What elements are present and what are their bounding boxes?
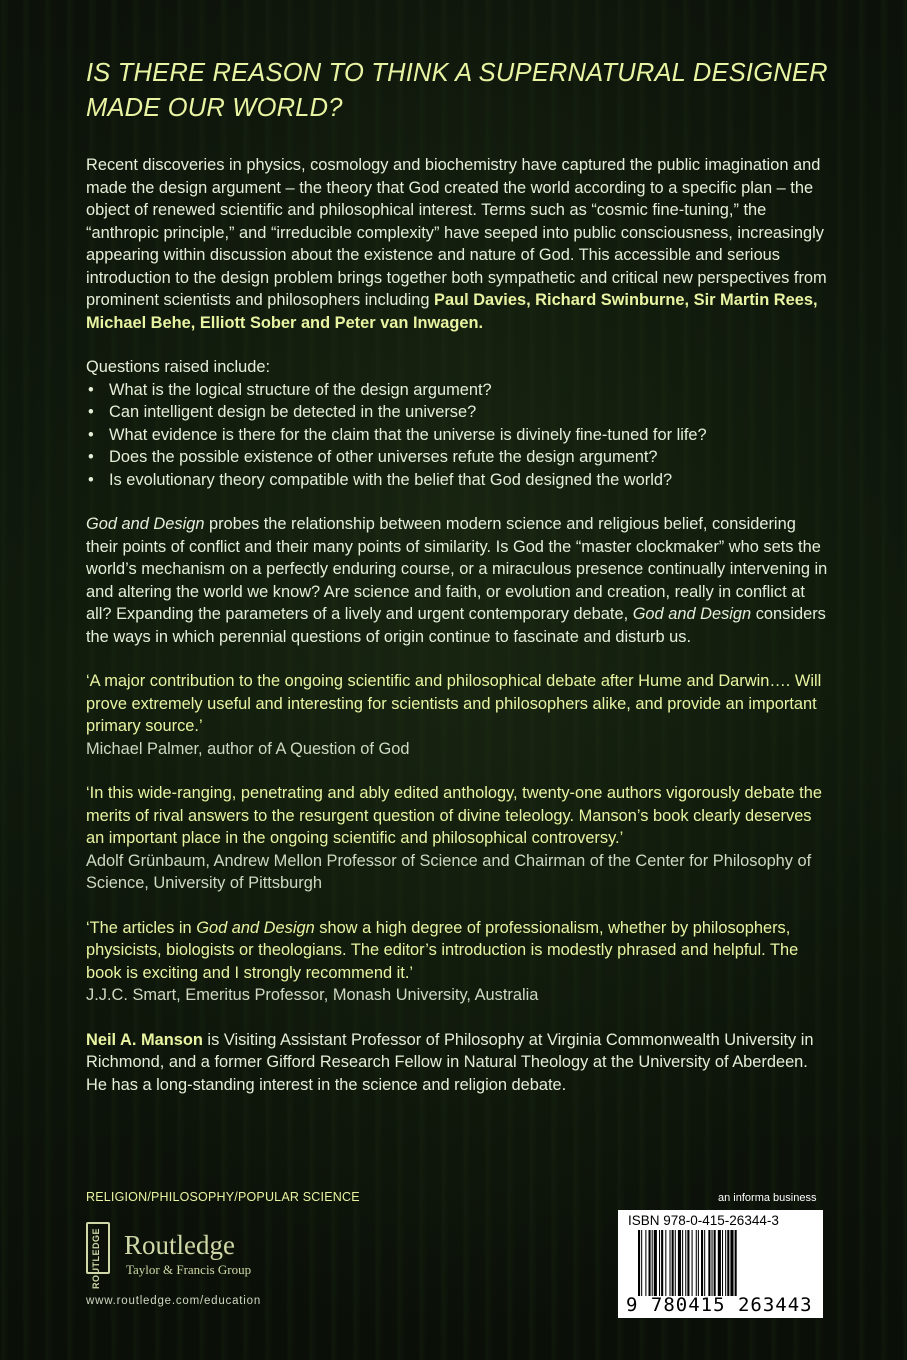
review-attribution: Adolf Grünbaum, Andrew Mellon Professor of Science and Chairman of the Center for Philosophy of Science, University of Pittsburgh	[86, 851, 812, 892]
barcode-bar	[672, 1230, 674, 1296]
barcode-bar	[712, 1230, 713, 1296]
publisher-logo	[86, 1222, 286, 1290]
list-item: • Is evolutionary theory compatible with the belief that God designed the world?	[86, 469, 831, 492]
review-quote: ‘A major contribution to the ongoing scientific and philosophical debate after Hume and Darwin…. Will prove extremely useful and interesting for scientists and philosophers alike, and provide an important primary source.’	[86, 672, 822, 735]
barcode-bar	[727, 1230, 729, 1296]
contributors: Paul Davies, Richard Swinburne, Sir Martin Rees, Michael Behe, Elliott Sober and Peter van Inwagen.	[86, 291, 818, 332]
barcode-bar	[649, 1230, 651, 1296]
review-quote-text: show a high degree of professionalism, whether by philosophers, physicists, biologists or theologians. The editor’s introduction is modestly phrased and helpful. The book is exciting and I strongly recommend it.’	[86, 918, 799, 982]
barcode-bar	[638, 1230, 640, 1296]
review-attribution: Michael Palmer, author of A Question of God	[86, 739, 410, 758]
author-name: Neil A. Manson	[86, 1030, 203, 1049]
routledge-logo-icon	[86, 1222, 110, 1290]
publisher-url: www.routledge.com/education	[86, 1295, 262, 1307]
barcode-bar	[641, 1230, 642, 1296]
barcode-bar	[682, 1230, 683, 1296]
barcode-bar	[704, 1230, 705, 1296]
barcode-bar	[652, 1230, 653, 1296]
barcode-bar	[722, 1230, 723, 1296]
review-quote: ‘In this wide-ranging, penetrating and ably edited anthology, twenty-one authors vigorously debate the merits of rival answers to the resurgent question of divine teleology. Manson’s book clearly deserves an important place in the ongoing scientific and philosophical controversy.’	[86, 784, 822, 847]
subject-category: RELIGION/PHILOSOPHY/POPULAR SCIENCE	[86, 1190, 360, 1204]
barcode-bar	[696, 1230, 697, 1296]
barcode-bar	[718, 1230, 721, 1296]
barcode-bar	[685, 1230, 686, 1296]
barcode-bar	[645, 1230, 646, 1296]
review-attribution: J.J.C. Smart, Emeritus Professor, Monash University, Australia	[86, 986, 539, 1004]
barcode-bar	[661, 1230, 663, 1296]
informa-tagline: an informa business	[718, 1192, 817, 1204]
list-item: • Can intelligent design be detected in the universe?	[86, 401, 831, 424]
barcode	[618, 1210, 823, 1318]
book-title: God and Design	[196, 918, 315, 937]
logo-mark-text: ROUTLEDGE	[91, 1228, 101, 1290]
barcode-bar	[692, 1230, 693, 1296]
back-cover-content	[86, 56, 831, 1096]
barcode-bar	[670, 1230, 671, 1296]
barcode-bar	[735, 1230, 737, 1296]
barcode-bars-icon	[638, 1230, 808, 1296]
description-text: considers the ways in which perennial questions of origin continue to fascinate and disturb us.	[86, 605, 826, 646]
list-item: • What is the logical structure of the design argument?	[86, 379, 831, 402]
barcode-bar	[659, 1230, 660, 1296]
description-text: probes the relationship between modern science and religious belief, considering their points of conflict and their many points of similarity. Is God the “master clockmaker” who sets the world’s mechanism on a perfectly enduring course, or a miraculous presence continually intervening in and altering the world we know? Are science and faith, or evolution and creation, really in conflict at all? Expanding the parameters of a lively and urgent contemporary debate,	[86, 515, 828, 623]
isbn-digits: 9 780415 263443	[626, 1294, 813, 1316]
book-title: God and Design	[632, 605, 752, 623]
barcode-bar	[665, 1230, 666, 1296]
author-bio	[86, 1029, 831, 1097]
barcode-bar	[687, 1230, 689, 1296]
barcode-bar	[725, 1230, 726, 1296]
barcode-bar	[675, 1230, 676, 1296]
publisher-group: Taylor & Francis Group	[126, 1262, 252, 1277]
questions-heading: Questions raised include:	[86, 358, 271, 376]
list-item: • Does the possible existence of other universes refute the design argument?	[86, 446, 831, 469]
barcode-bar	[730, 1230, 733, 1296]
book-title: God and Design	[86, 515, 205, 533]
review-quote	[86, 917, 831, 985]
headline: IS THERE REASON TO THINK A SUPERNATURAL DESIGNER MADE OUR WORLD?	[86, 59, 828, 122]
intro-text: Recent discoveries in physics, cosmology and biochemistry have captured the public imagination and made the design argument – the theory that God created the world according to a specific plan – the object of renewed scientific and philosophical interest. Terms such as “cosmic fine-tuning,” the “anthropic principle,” and “irreducible complexity” have seeped into public consciousness, increasingly appearing within discussion about the existence and nature of God. This accessible and serious introduction to the design problem brings together both sympathetic and critical new perspectives from prominent scientists and philosophers including	[86, 156, 827, 309]
isbn-label: ISBN 978-0-415-26344-3	[628, 1213, 779, 1228]
barcode-bar	[678, 1230, 681, 1296]
barcode-bar	[698, 1230, 699, 1296]
barcode-bar	[654, 1230, 657, 1296]
barcode-bar	[701, 1230, 703, 1296]
list-item: • What evidence is there for the claim that the universe is divinely fine-tuned for life?	[86, 424, 831, 447]
author-bio-text: is Visiting Assistant Professor of Philosophy at Virginia Commonwealth University in Richmond, and a former Gifford Research Fellow in Natural Theology at the University of Aberdeen. He has a long-standing interest in the science and religion debate.	[86, 1030, 814, 1094]
barcode-bar	[714, 1230, 716, 1296]
description-paragraph	[86, 513, 831, 648]
review-quote-text: ‘The articles in	[86, 918, 197, 937]
questions-list	[86, 379, 831, 492]
publisher-name: Routledge	[124, 1230, 235, 1260]
barcode-bar	[708, 1230, 710, 1296]
intro-paragraph	[86, 154, 831, 334]
